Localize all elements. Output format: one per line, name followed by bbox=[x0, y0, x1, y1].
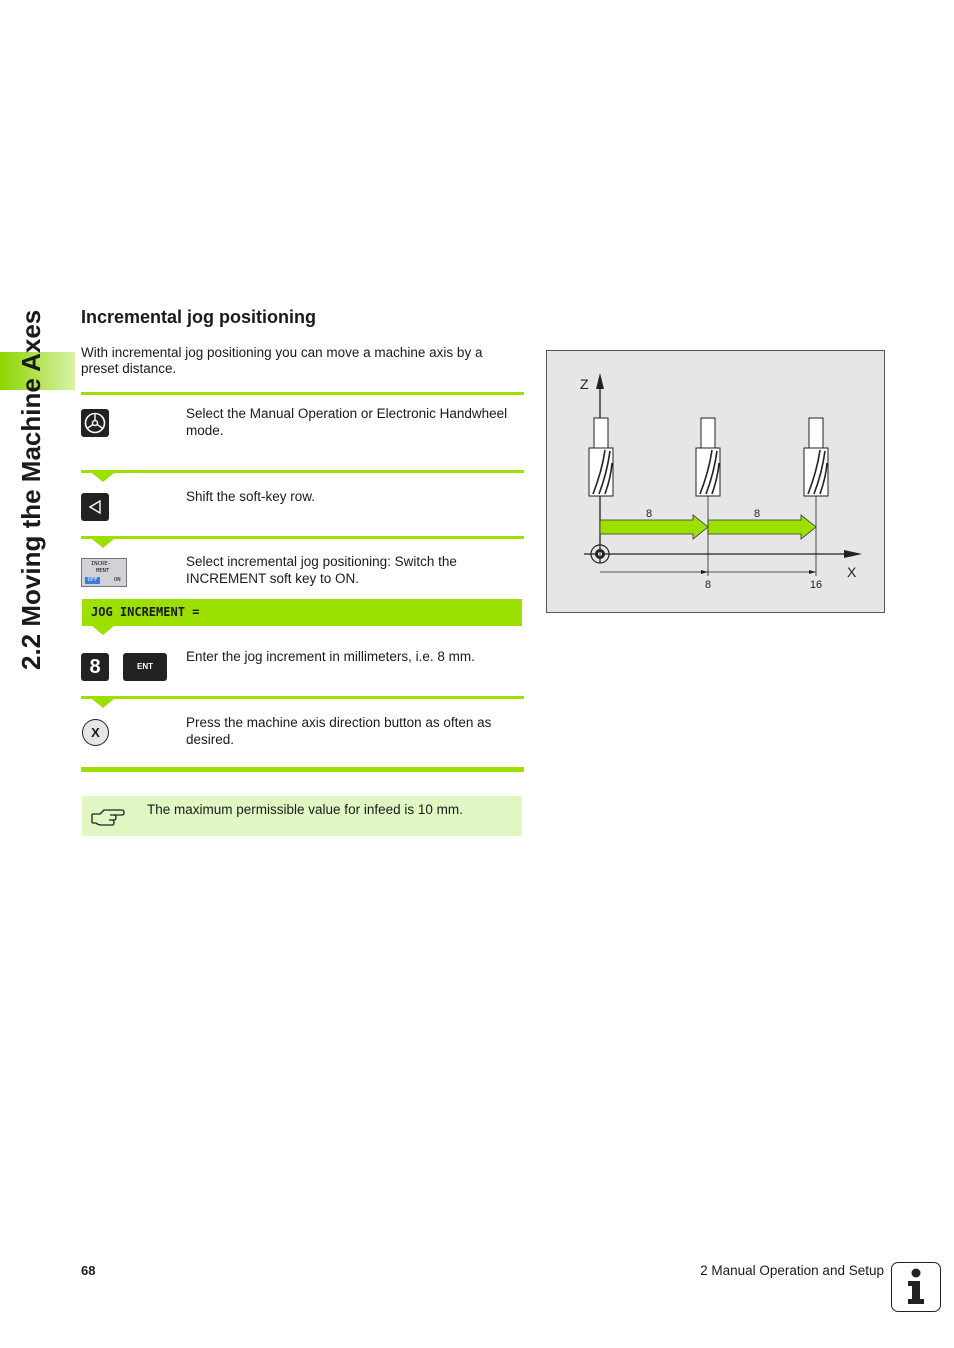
handwheel-icon bbox=[81, 409, 109, 437]
softkey-off-state: OFF bbox=[85, 577, 100, 584]
dimension-label-bottom-2: 16 bbox=[809, 579, 823, 591]
dimension-label-top-2: 8 bbox=[753, 508, 761, 520]
note-box bbox=[82, 796, 522, 836]
x-axis-arrowhead bbox=[844, 550, 862, 558]
footer-chapter-title: 2 Manual Operation and Setup bbox=[700, 1263, 884, 1278]
step-divider bbox=[81, 470, 524, 473]
step-divider bbox=[81, 536, 524, 539]
left-triangle-icon bbox=[81, 493, 109, 521]
milling-tool-3 bbox=[804, 418, 828, 496]
step-3-text: Select incremental jog positioning: Switch the INCREMENT soft key to ON. bbox=[186, 554, 457, 586]
dimension-label-bottom-1: 8 bbox=[704, 579, 712, 591]
figure-drawing bbox=[547, 351, 884, 612]
softkey-label-line1: INCRE- bbox=[91, 561, 111, 567]
softkey-on-state: ON bbox=[114, 577, 121, 583]
section-intro: With incremental jog positioning you can move a machine axis by a preset distance. bbox=[81, 345, 483, 376]
increment-arrow-1 bbox=[600, 515, 708, 539]
increment-arrow-2 bbox=[708, 515, 816, 539]
digit-8-key[interactable]: 8 bbox=[81, 653, 109, 681]
step-divider bbox=[81, 696, 524, 699]
step-arrow bbox=[92, 473, 114, 482]
dimension-label-top-1: 8 bbox=[645, 508, 653, 520]
step-arrow bbox=[92, 539, 114, 548]
dimension-arrowhead bbox=[701, 570, 708, 574]
page-number: 68 bbox=[81, 1263, 96, 1278]
note-text: The maximum permissible value for infeed is 10 mm. bbox=[147, 802, 463, 817]
ent-key[interactable]: ENT bbox=[123, 653, 167, 681]
step-5-text: Press the machine axis direction button as often as desired. bbox=[186, 715, 492, 747]
shift-softkey-row-key[interactable] bbox=[81, 493, 109, 521]
jog-increment-prompt-bar bbox=[82, 599, 522, 626]
step-4-text: Enter the jog increment in millimeters, i.e. 8 mm. bbox=[186, 649, 475, 664]
milling-tool-1 bbox=[589, 418, 613, 496]
jog-increment-figure bbox=[546, 350, 885, 613]
steps-end-divider bbox=[81, 767, 524, 772]
softkey-label-line2: MENT bbox=[96, 568, 110, 574]
increment-softkey[interactable] bbox=[81, 558, 127, 587]
x-axis-direction-key[interactable]: X bbox=[82, 719, 109, 746]
info-icon bbox=[891, 1262, 941, 1312]
jog-increment-prompt: JOG INCREMENT = bbox=[91, 605, 200, 619]
z-axis-arrowhead bbox=[596, 373, 604, 389]
z-axis-label: Z bbox=[580, 376, 589, 392]
x-axis-label: X bbox=[847, 564, 857, 580]
milling-tool-2 bbox=[696, 418, 720, 496]
dimension-arrowhead bbox=[809, 570, 816, 574]
step-arrow bbox=[92, 699, 114, 708]
step-arrow bbox=[92, 626, 114, 635]
handwheel-key[interactable] bbox=[81, 409, 109, 437]
pointing-hand-icon bbox=[90, 806, 126, 828]
chapter-side-title: 2.2 Moving the Machine Axes bbox=[16, 309, 46, 670]
step-1-text: Select the Manual Operation or Electronic Handwheel mode. bbox=[186, 406, 508, 438]
step-divider bbox=[81, 392, 524, 395]
section-heading: Incremental jog positioning bbox=[81, 307, 317, 327]
step-2-text: Shift the soft-key row. bbox=[186, 489, 316, 504]
